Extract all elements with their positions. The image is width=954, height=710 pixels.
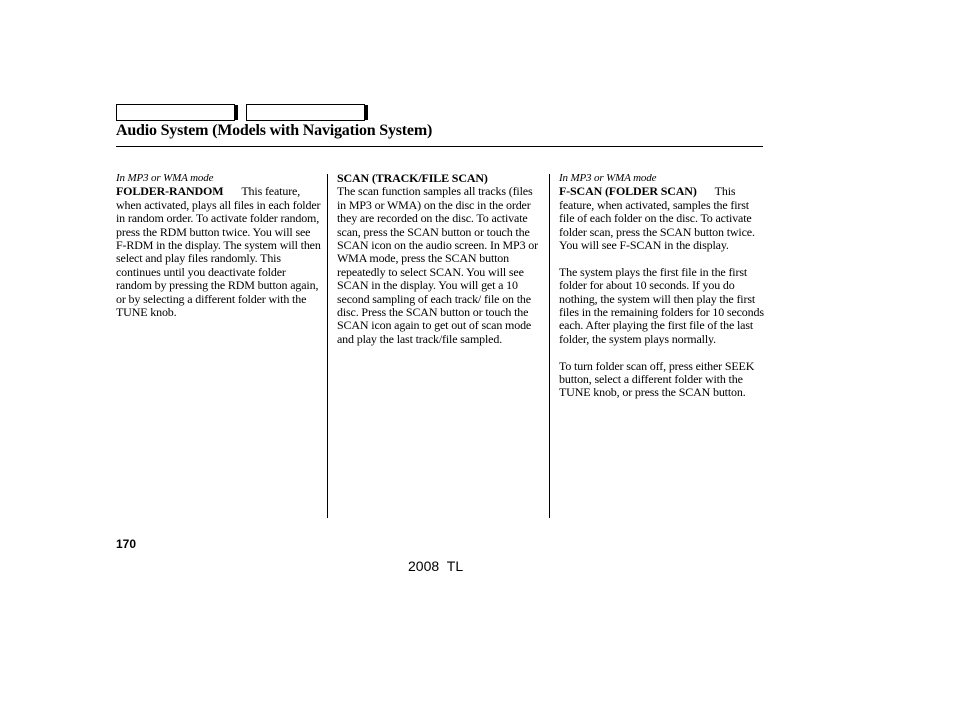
section-tab-box — [116, 104, 235, 121]
model-footer: 2008 TL — [408, 558, 464, 574]
mode-label: In MP3 or WMA mode — [116, 172, 214, 184]
body-paragraph — [116, 185, 322, 319]
page-number: 170 — [116, 537, 137, 551]
body-paragraph — [559, 185, 765, 252]
body-paragraph: The scan function samples all tracks (files in MP3 or WMA) on the disc in the order they are recorded on the disc. To activate scan, press the SCAN button or touch the SCAN icon on the audio screen. In MP3 or WMA mode, press the SCAN button repeatedly to select SCAN. You will see SCAN in the display. You will get a 10 second sampling of each track/ file on the disc. Press the SCAN button or touch the SCAN icon again to get out of scan mode and play the last track/file sampled. — [337, 184, 538, 346]
mode-label: In MP3 or WMA mode — [559, 172, 657, 184]
section-heading: F-SCAN (FOLDER SCAN) — [559, 184, 697, 199]
section-heading: SCAN (TRACK/FILE SCAN) — [337, 171, 488, 185]
page-title: Audio System (Models with Navigation System) — [116, 122, 433, 139]
text-column-scan — [337, 172, 543, 360]
column-divider — [549, 174, 550, 518]
body-paragraph: The system plays the first file in the first folder for about 10 seconds. If you do nothing, the system will then play the first files in the remaining folders for 10 seconds each. After playing the first file of the last folder, the system plays normally. — [559, 264, 764, 346]
text-column-folder-random — [116, 172, 322, 333]
paragraph-text: This feature, when activated, plays all files in each folder in random order. To activate folder random, press the RDM button twice. You will see F-RDM in the display. The system will then select and play files randomly. This continues until you deactivate folder random by pressing the RDM button again, or by selecting a different folder with the TUNE knob. — [116, 184, 321, 320]
body-paragraph: To turn folder scan off, press either SEEK button, select a different folder with the TUNE knob, or press the SCAN button. — [559, 358, 755, 400]
section-tab-box — [246, 104, 365, 121]
text-column-folder-scan — [559, 172, 765, 413]
paragraph-text: This feature, when activated, samples the first file of each folder on the disc. To activate folder scan, press the SCAN button twice. You will see F-SCAN in the display. — [559, 184, 755, 253]
section-heading: FOLDER-RANDOM — [116, 184, 224, 199]
column-divider — [327, 174, 328, 518]
title-divider — [116, 146, 763, 147]
